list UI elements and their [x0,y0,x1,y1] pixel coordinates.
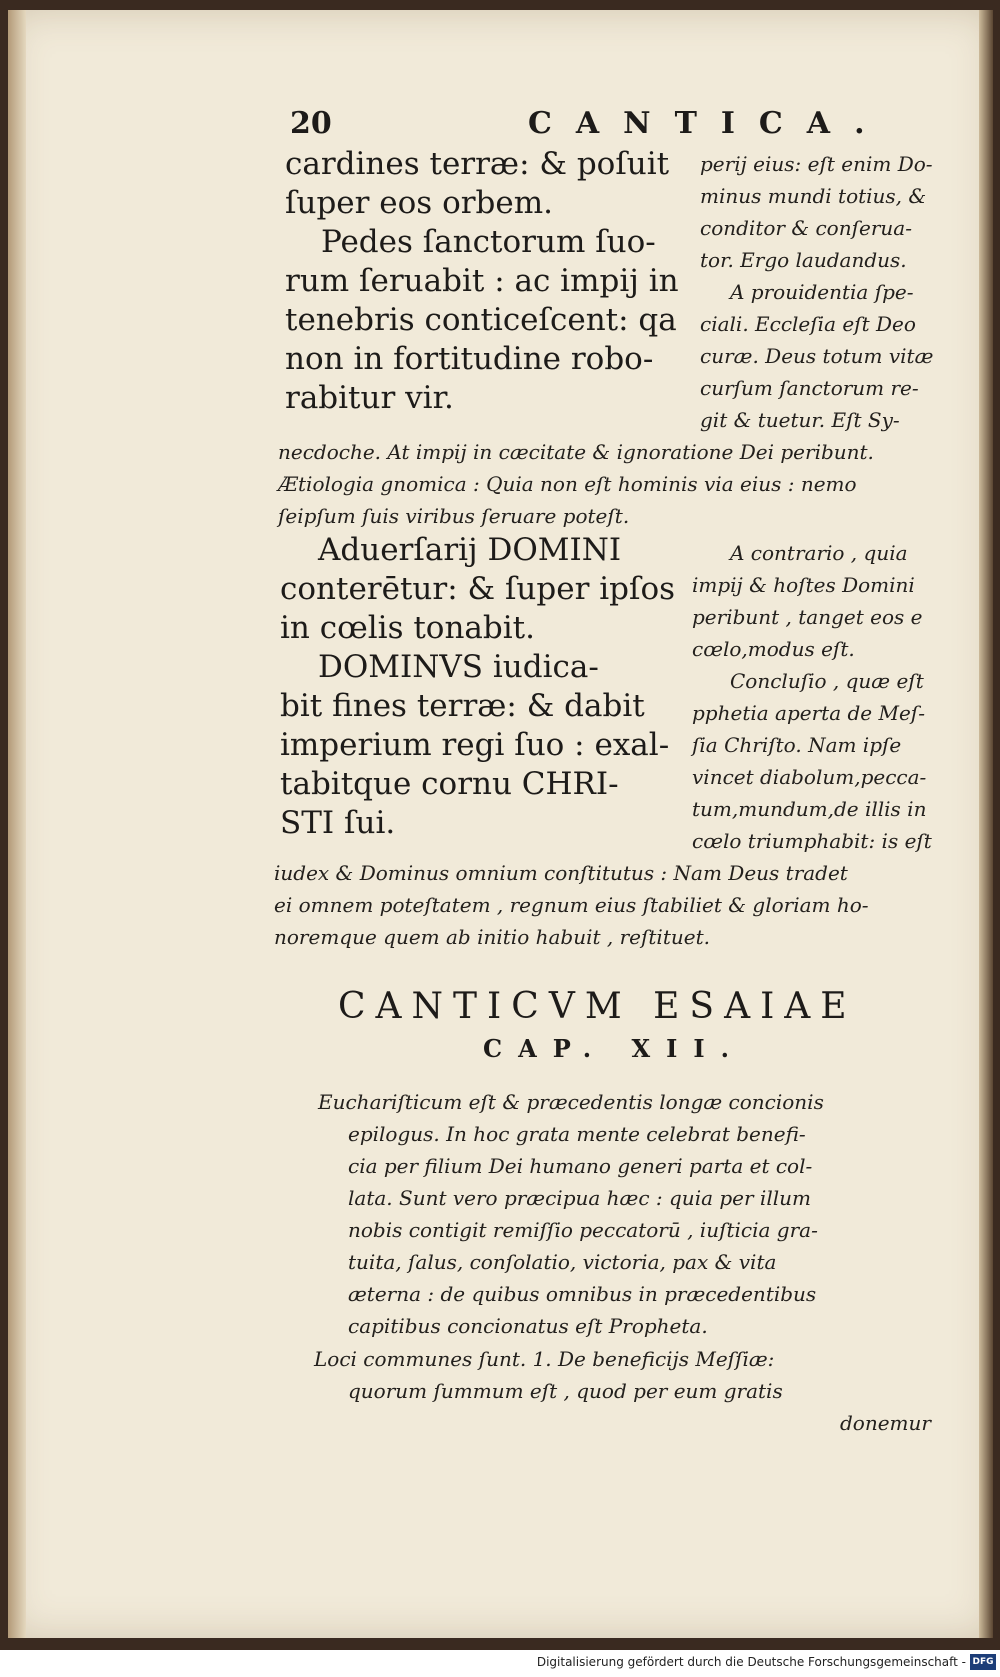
catchword: donemur [840,1411,931,1435]
text-line: Aduerſarij DOMINI [318,532,622,568]
note-line: Ætiologia gnomica : Quia non eſt hominis via eius : nemo [278,472,857,496]
note-line: ei omnem poteſtatem , regnum eius ſtabiliet & gloriam ho- [274,893,869,917]
note-line: impij & hoſtes Domini [692,573,915,597]
note-line: tor. Ergo laudandus. [700,248,907,272]
note-line: A prouidentia ſpe- [730,280,914,304]
note-line: cœlo triumphabit: is eſt [692,829,932,853]
note-line: ſia Chriſto. Nam ipſe [692,733,902,757]
note-line: Concluſio , quæ eſt [730,669,924,693]
note-line: tuita, ſalus, conſolatio, victoria, pax & vita [348,1250,777,1274]
note-line: git & tuetur. Eſt Sy- [700,408,900,432]
note-line: curſum ſanctorum re- [700,376,919,400]
text-line: STI ſui. [280,805,396,841]
digitization-footer [0,1650,1000,1677]
note-line: cia per filium Dei humano generi parta et col- [348,1154,813,1178]
note-line: curæ. Deus totum vitæ [700,344,934,368]
book-page [8,10,993,1638]
note-line: lata. Sunt vero præcipua hæc : quia per illum [348,1186,811,1210]
chapter-label: CAP. XII. [483,1034,745,1063]
page-gutter [979,10,993,1638]
note-line: noremque quem ab initio habuit , reſtituet. [274,925,710,949]
note-line: necdoche. At impij in cæcitate & ignoratione Dei peribunt. [278,440,874,464]
note-line: minus mundi totius, & [700,184,927,208]
text-line: non in fortitudine robo- [285,341,654,377]
note-line: ſeipſum ſuis viribus ſeruare poteſt. [278,504,630,528]
note-line: perij eius: eſt enim Do- [700,152,933,176]
page-left-edge [8,10,26,1638]
note-line: ciali. Eccleſia eſt Deo [700,312,916,336]
note-line: A contrario , quia [730,541,908,565]
text-line: tenebris conticeſcent: qa [285,302,677,338]
text-line: DOMINVS iudica- [318,649,599,685]
text-line: tabitque cornu CHRI- [280,766,619,802]
running-head: CANTICA. [528,106,889,141]
note-line: iudex & Dominus omnium conſtitutus : Nam Deus tradet [274,861,848,885]
text-line: Pedes ſanctorum ſuo- [321,224,656,260]
note-line: capitibus concionatus eſt Propheta. [348,1314,708,1338]
footer-credit: Digitalisierung gefördert durch die Deutsche Forschungsgemeinschaft - [536,1655,966,1669]
text-line: imperium regi ſuo : exal- [280,727,670,763]
text-line: rabitur vir. [285,380,454,416]
note-line: Loci communes ſunt. 1. De beneficijs Meſſiæ: [314,1347,775,1371]
page-number: 20 [290,106,332,141]
note-line: nobis contigit remiſſio peccatorū , iuſticia gra- [348,1218,818,1242]
note-line: tum,mundum,de illis in [692,797,927,821]
text-line: ſuper eos orbem. [285,185,553,221]
note-line: peribunt , tanget eos e [692,605,923,629]
note-line: æterna : de quibus omnibus in præcedentibus [348,1282,817,1306]
note-line: quorum ſummum eſt , quod per eum gratis [348,1379,783,1403]
text-line: conterētur: & ſuper ipſos [280,571,676,607]
note-line: cœlo,modus eſt. [692,637,855,661]
note-line: epilogus. In hoc grata mente celebrat benefi- [348,1122,806,1146]
text-line: in cœlis tonabit. [280,610,535,646]
section-heading: CANTICVM ESAIAE [338,986,857,1027]
note-line: Euchariſticum eſt & præcedentis longæ concionis [318,1090,824,1114]
note-line: pphetia aperta de Meſ- [692,701,925,725]
note-line: conditor & conſerua- [700,216,912,240]
text-line: cardines terræ: & poſuit [285,146,670,182]
text-line: rum ſeruabit : ac impij in [285,263,679,299]
note-line: vincet diabolum,pecca- [692,765,927,789]
text-line: bit fines terræ: & dabit [280,688,645,724]
dfg-logo: DFG [970,1654,996,1670]
